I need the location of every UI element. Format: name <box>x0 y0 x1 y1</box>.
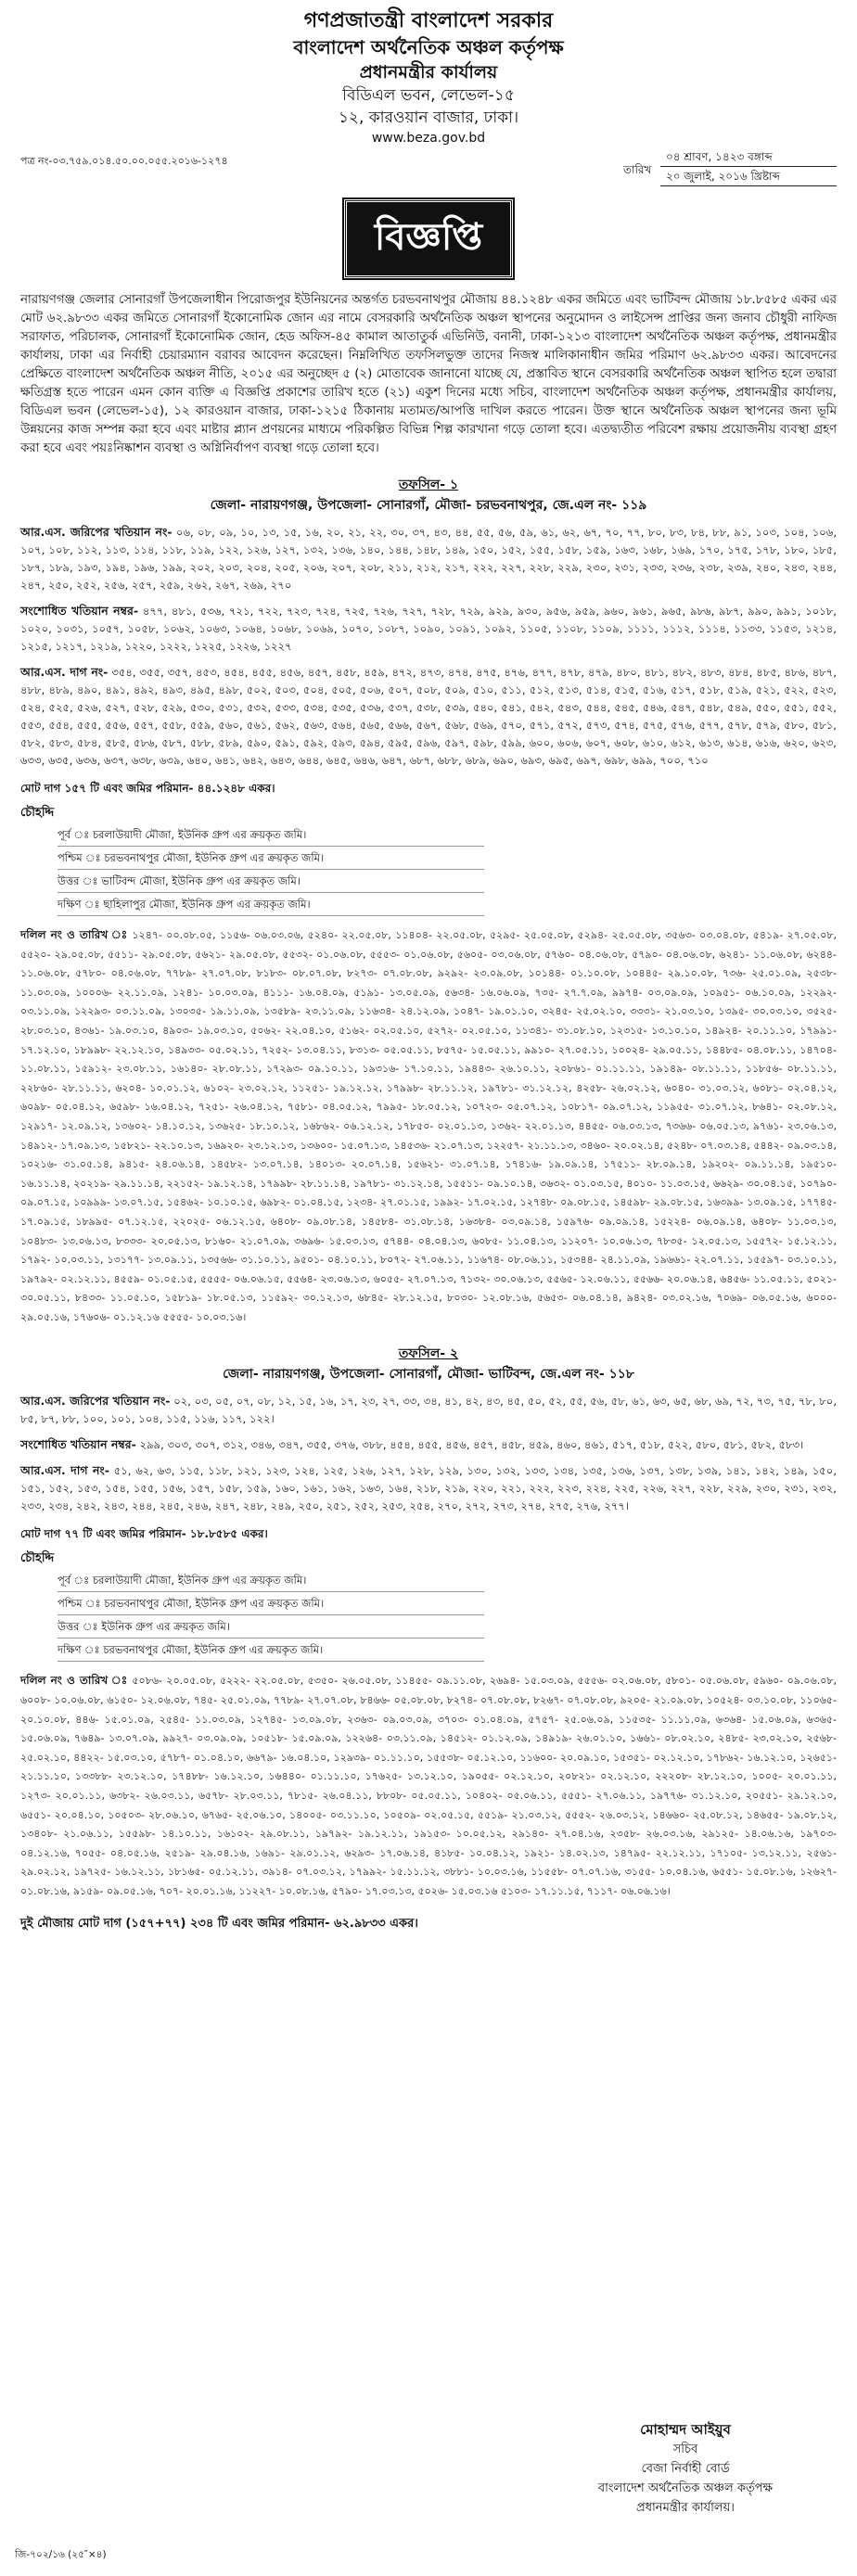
khatian-values: ০২, ০৩, ০৫, ০৭, ০৮, ১২, ১৫, ১৬, ১৭, ২৩, ২৭, ৩৩, ৩৪, ৪১, ৪২, ৪৩, ৪৫, ৫০, ৫২, ৫৫, ৫৬, ৫৮, ৬১, ৬৩, ৬৫, ৬৮, ৬৯, ৭২, ৭৩, ৭৫, ৭৮, ৮০, ৮৫, ৮৭, ৮৮, ১০০, ১০১, ১০৪, ১১৫, ১১৬, ১১৭, ১২২। <box>20 1395 838 1426</box>
signatory-board: বেজা নির্বাহী বোর্ড <box>641 2462 730 2476</box>
schedule-1-total: মোট দাগ ১৫৭ টি এবং জমির পরিমান- ৪৪.১২৪৮ একর। <box>20 782 275 795</box>
schedule-2-deeds <box>20 1671 837 1901</box>
schedule-1-deeds <box>20 925 837 1327</box>
date-english: ২০ জুলাই, ২০১৬ খ্রিষ্টাব্দ <box>660 167 837 186</box>
signatory-agency: বাংলাদেশ অর্থনৈতিক অঞ্চল কর্তৃপক্ষ <box>597 2481 774 2495</box>
schedule-2-subtitle: জেলা- নারায়ণগঞ্জ, উপজেলা- সোনারগাঁ, মৌজা- ভাটিবন্দ, জে.এল নং- ১১৮ <box>223 1367 634 1383</box>
boundary-south: দক্ষিণ ঃ চরভবনাথপুর মৌজা, ইউনিক গ্রুপ এর ক্রয়কৃত জমি। <box>58 1639 484 1662</box>
boundary-east: পূর্ব ঃ চরলাউয়াদী মৌজা, ইউনিক গ্রুপ এর ক্রয়কৃত জমি। <box>58 1569 484 1592</box>
schedule-2-revised <box>20 1435 837 1454</box>
schedule-2 <box>20 1344 837 1901</box>
office-name: প্রধানমন্ত্রীর কার্যালয় <box>359 62 498 83</box>
date-label: তারিখ <box>623 163 652 176</box>
boundary-west: পশ্চিম ঃ চরভবনাথপুর মৌজা, ইউনিক গ্রুপ এর ক্রয়কৃত জমি। <box>58 847 484 870</box>
deed-values: ১২৪৭- ০০.০৮.০৫, ১১৫৬- ০৬.০৩.০৬, ৫২৪০- ২২.০৫.০৮, ১১৪০৪- ২২.০৫.০৮, ৫২৯৫- ২৫.০৫.০৮, ৫২৯৪- ২৫.০৫.০৮, ৩৫৬৩- ০৩.০৪.০৮, ৫৪১৯- ২৭.০৫.০৮, ৫৫২০- ২৯.০৫.০৮, ৫৫১১- ২৯.০৫.০৮, ৫৬২১- ২৯.০৫.০৮, ৫৫৩২- ০১.০৬.০৮, ৫৫৫৩- ০১.০৬.০৮, ৫৬০৫- ০৩.০৬.০৮, ৫৭৬০- ০৪.০৬.০৮, ৫৭৯০- ০৪.০৬.০৮, ৬২৪১- ১১.০৬.০৮, ৬২৪৪- ১১.০৬.০৮, ৫৭৮০- ০৪.০৬.০৮, ৭৭৮৯- ২৭.০৭.০৮, ৮১৮৩- ০৮.০৭.০৮, ৮২৭৩- ০৭.০৮.০৮, ৯২৯২- ২৩.০৯.০৮, ১০১৪৪- ০১.১০.০৮, ১০৪৪৫- ২৯.১০.০৮, ৭৩৬- ২৫.০১.০৯, ২৫৩৮- ১১.০৩.০৯, ১০০০৬- ২২.১১.০৯, ১২৪১- ১০.০৩.০৯, ৪১১১- ১৬.০৪.০৯, ৫১৯১- ১৩.০৫.০৯, ৫৬৩৪- ১৬.০৬.০৯, ৭৩৫- ২৭.৭.০৯, ৯৯৭৪- ০৩.০৯.০৯, ১০৯৫১- ০৬.১০.০৯, ১২২৯২- ০৩.১১.০৯, ১২২৯৩- ০৩.১১.০৯, ১৩০৩৫- ১৯.১১.০৯, ১৩৫৮৯- ২৩.১১.০৯, ১১৬৩৪- ২৪.১২.০৯, ১০৪৭- ১৯.০১.১০, ৩২৪৫- ২৫.০২.১০, ৩৩৩১- ২১.০৩.১০, ১৩৯৫- ৩০.০৩.১০, ৩৫২৫- ২৮.০৩.১০, ৪৩৬১- ১৯.০৩.১০, ৪৯০৩- ১৯.০৩.১০, ৫০৬২- ২২.০৪.১০, ৫১৬২- ০২.০৫.১০, ৫২৭২- ০২.০৫.১০, ১১৩৪১- ৩১.০৮.১০, ১২৩১৫- ১৩.১০.১০, ১৪৯২৪- ২০.১১.১০, ১৭৯৯১- ১৭.১২.১০, ১৮৯৯৮- ২২.১২.১০, ১৪৯৩৩- ০৫.০২.১১, ৭২৫২- ১৩.০৪.১১, ৮৩১৩- ০৫.০৫.১১, ৮৫৭৫- ১৫.০৫.১১, ৯৯১০- ২৭.০৫.১১, ১০০২৪- ২৯.০৫.১১, ১৪৪৮৫- ০৪.০৮.১১, ১৪৭০৪- ১১.০৮.১১, ১৫৯১২- ২৩.০৮.১১, ১৬১৪০- ২৮.০৮.১১, ১৭২৯৩- ০৯.১০.১১, ১৯৩১৬- ১৭.১০.১১, ১৯৪৪৩- ২৬.১০.১১, ২০৮৬১- ০১.১১.১১, ১৯১৪৯- ০৮.১১.১১, ১১৮৫৬- ০৮.১১.১১, ২২৮৬০- ২৮.১১.১১, ৬২০৪- ১০.০১.১২, ৬১০২- ২৩.০২.১২, ১১২৫১- ১৯.১২.১২, ১৭৯৯৮- ২৮.১১.১২, ১৯৭৮১- ৩১.১২.১২, ৪২৫৮- ২৬.০২.১২, ৬০৪০- ৩১.০৩.১২, ৬০৮১- ০২.০৪.১২, ৬০৯৮- ০৫.০৪.১২, ৬৫৯৮- ১৬.০৪.১২, ৭২৫১- ২৬.০৪.১২, ৭৫৮১- ০৪.০৫.১২, ৭৯৯৫- ১৮.০৫.১২, ১০৭২৩- ০৫.০৭.১২, ১০৮১৭- ০৯.০৭.১২, ১১৯৫৫- ৩১.০৭.১২, ৮৬৪১- ০২.০৮.১২, ১২৯১৭- ১২.০৯.১২, ১৩৬০২- ১৪.১০.১২, ১৩৬২৫- ১৮.১০.১২, ১৬৮৬২- ০৬.১২.১২, ১৭৮৫০- ০২.০১.১৩, ১৩৬২- ২২.০১.১৩, ৪৪৫৫- ০৬.০৩.১৩, ৭৩৬৬- ০৬.০৫.১৩, ৯৭৬১- ২৩.০৬.১৩, ১৪৯১২- ১৭.০৯.১৩, ১৫৮২১- ২২.১০.১৩, ১৬৯২০- ২৩.১২.১৩, ১৩৬০০- ১৫.০৭.১৩, ১৪৫৩৬- ২১.০৭.১৩, ১২২৫৭- ২১.১১.১৩, ৩৪৬০- ২০.০২.১৪, ৫২৪৮- ০৭.০৩.১৪, ৫৪৪২- ০৯.০৩.১৪, ১০২১৬- ৩১.০৫.১৪, ৯৪১৫- ২৪.০৬.১৪, ১৪৫৮২- ১৩.০৭.১৪, ১৪০১৩- ২০.০৭.১৪, ১৫৬২১- ৩১.০৭.১৪, ১৭৪১৬- ১৯.০৯.১৪, ১৭৫১১- ২৮.০৯.১৪, ১৯২০২- ০৯.১১.১৪, ১৯৫১০- ১৬.১১.১৪, ২০২১৯- ২৯.১১.১৪, ২২১৫২- ১৯.১২.১৪, ১৭৯৯৮- ২৮.১১.১৪, ১৯৭৮১- ৩১.১২.১৪, ১৫৫১১- ০৯.১০.১৪, ৩৬৩২- ০১.০৩.১৫, ৪০১০- ১১.০৩.১৫, ৬৬২৯- ৩০.০৪.১৫, ১০৭৯০- ০৯.০৭.১৫, ১০৯৯৯- ১৩.০৭.১৫, ১৫৪৬২- ১০.১০.১৫, ৬৯৮২- ০১.০৪.১৫, ১২৩৪- ২৭.০১.১৫, ১৯৯২- ১৭.০২.১৫, ১২৭৪৮- ০৯.০৮.১৫, ১৪৫৯৮- ২৯.০৮.১৫, ১৬৩৯৯- ১৩.০৯.১৫, ১৭৭৪৫- ১৭.০৯.১৫, ১৮৯৯৫- ০৭.১২.১৫, ২২০২৫- ০৬.১২.১৫, ৬৪০৮- ০৯.০৮.১৪, ১৪৫৮৪- ৩১.০৮.১৪, ১৬৩৮৪- ০৩.০৯.১৪, ১৫৯৭৬- ০৯.০৯.১৪, ১৫২২৪- ০৬.০৯.১৪, ৬৪০৮- ১১.০৩.১৩, ১০৪৮৩- ১৩.০৬.১৩, ৮৩৩৩- ২০.০৫.১৩, ৮১৬০- ২১.০৭.০৯, ৩৬৯৬- ১৫.০৩.১৩, ৫৭৪৪- ০৪.০৪.১৩, ৬০৮৫- ১১.০৪.১৩, ১১২০৭- ১০.০৬.১৩, ৭৮৩৫- ১২.০৫.১৩, ১৫৫৭২- ১৫.১২.১১, ১৭৯২- ১০.০৩.১১, ১৩১৭৭- ১৩.০৯.১১, ১৩৫৬৬- ৩১.১০.১১, ৯৫০১- ০৪.১০.১১, ৮০৭২- ২৭.০৬.১১, ১১৬৭৪- ০৮.০৬.১১, ১৫৩৪৪- ২৪.১১.০৯, ১৯৬৬১- ২২.০৭.১১, ১৫৫৯৭- ০৩.১০.১১, ১৯৭৯২- ০২.১২.১১, ৪৫৫৯- ০১.০৫.১৫, ৫৫৫৫- ০৬.০৬.১৫, ৫৫৬৪- ২৩.০৬.১৩, ৬০৫৫- ২৭.০৭.১৩, ৭১৩২- ৩০.০৬.১৩, ৫৫৬৫- ১২.০৬.১১, ৫৫৬৬- ২০.০৬.১৪, ৬৪৫৬- ১১.০৫.১১, ৫০২১- ৩০.০৫.১১, ৮৪৩৩- ১১.০৫.১০, ১৫৮১৯- ১৮.০৫.১৩, ১১৫৯২- ৩০.১২.১৩, ৬৮৪৫- ২৮.১২.১৫, ৮০৩০- ১২.০৮.১৬, ৫৬৫৩- ০৬.০৪.১৪, ৯৪২৪- ০৩.০২.১৬, ৭০৬৯- ০৬.০৫.১৬, ৬০০০- ২৯.০৫.১৬, ১৭৬০৬- ০১.১২.১৬ <box>20 929 838 1323</box>
revised-values: ২৯৯, ৩০৩, ৩০৭, ৩১২, ৩৪৬, ৩৪৭, ৩৫৫, ৩৭৬, ৩৮৮, ৪৫৪, ৪৫৫, ৪৫৬, ৪৫৭, ৪৫৮, ৪৫৯, ৪৬০, ৪৬১, ৫১৭, ৫১৮, ৫২২, ৫৮০, ৫৮১, ৫৮২, ৫৮৩। <box>139 1438 804 1452</box>
dag-values: ৫১, ৬২, ৬৩, ১১৫, ১১৮, ১২১, ১২৩, ১২৪, ১২৫, ১২৬, ১২৭, ১২৮, ১২৯, ১৩০, ১৩২, ১৩৩, ১৩৪, ১৩৫, ১৩৬, ১৩৭, ১৩৮, ১৩৯, ১৪১, ১৪২, ১৪৯, ১৫০, ১৫১, ১৫২, ১৫৩, ১৫৪, ১৫৫, ১৫৬, ১৫৭, ১৫৮, ১৫৯, ১৬০, ১৬১, ১৬২, ১৬৩, ১৬৪, ২১৮, ২১৯, ২২০, ২২১, ২২২, ২২৩, ২২৪, ২২৫, ২২৬, ২২৭, ২২৮, ২২৯, ২৩০, ২৩১, ২৩২, ২৩৩, ২৩৪, ২৪২, ২৪৩, ২৪৪, ২৪৫, ২৪৬, ২৪৭, ২৪৮, ২৪৯, ২৫০, ২৫১, ২৫২, ২৫৩, ২৫৪, ২৭০, ২৭২, ২৭৩, ২৭৪, ২৭৫, ২৭৬, ২৭৭। <box>20 1464 838 1513</box>
memo-number: পত্র নং-০৩.৭৫৯.০১৪.৫০.০০.০৫৫.২০১৬-১২৭৪ <box>20 155 228 167</box>
print-code: জি-৭০২/১৬ (২৫″×৪) <box>15 2549 107 2560</box>
khatian-label: আর.এস. জরিপের খতিয়ান নং- <box>20 1394 171 1409</box>
schedule-1-khatian <box>20 523 837 594</box>
boundary-south: দক্ষিণ ঃ ছাহিলাপুর মৌজা, ইউনিক গ্রুপ এর ক্রয়কৃত জমি। <box>58 893 484 916</box>
letterhead <box>20 7 837 147</box>
boundary-north: উত্তর ঃ ভাটিবন্দ মৌজা, ইউনিক গ্রুপ এর ক্রয়কৃত জমি। <box>58 870 484 893</box>
schedule-1-subtitle: জেলা- নারায়ণগঞ্জ, উপজেলা- সোনারগাঁ, মৌজা- চরভবনাথপুর, জে.এল নং- ১১৯ <box>210 498 647 513</box>
khatian-values: ০৬, ০৮, ০৯, ১০, ১৩, ১৫, ১৬, ২০, ২১, ২২, ৩০, ৩৭, ৪৩, ৪৪, ৫৫, ৫৬, ৫৯, ৬১, ৬২, ৬৭, ৭০, ৭৭, ৮০, ৮৩, ৮৪, ৮৮, ৯১, ১০৩, ১০৪, ১০৬, ১০৭, ১০৮, ১১২, ১১৩, ১১৪, ১১৮, ১১৯, ১২২, ১২৬, ১২৭, ১৩২, ১৩৬, ১৪০, ১৪৪, ১৪৮, ১৪৯, ১৫০, ১৫২, ১৫৫, ১৫৮, ১৫৯, ১৬৩, ১৬৮, ১৬৯, ১৭০, ১৭৫, ১৭৮, ১৮০, ১৮৫, ১৮৭, ১৮৯, ১৯৩, ১৯৪, ১৯৬, ১৯৯, ২০২, ২০৩, ২০৪, ২০৫, ২০৬, ২০৭, ২০৮, ২১১, ২১২, ২১৭, ২২২, ২২৭, ২২৮, ২২৯, ২৩০, ২৩১, ২৩৩, ২৩৬, ২৩৮, ২৩৯, ২৪০, ২৪৩, ২৪৪, ২৪৭, ২৫০, ২৫২, ২৫৬, ২৫৭, ২৫৯, ২৬২, ২৬৭, ২৬৯, ২৭০ <box>20 526 838 592</box>
schedule-1-dag <box>20 663 837 770</box>
signatory-designation: সচিব <box>672 2442 698 2456</box>
schedule-2-khatian <box>20 1392 837 1428</box>
schedule-2-dag <box>20 1461 837 1515</box>
schedule-1 <box>20 475 837 1327</box>
dag-values: ৩৫৪, ৩৫৫, ৩৫৭, ৪৫৩, ৪৫৪, ৪৫৫, ৪৫৬, ৪৫৭, ৪৫৮, ৪৫৯, ৪৭২, ৪৭৩, ৪৭৪, ৪৭৫, ৪৭৬, ৪৭৭, ৪৭৮, ৪৭৯, ৪৮০, ৪৮১, ৪৮২, ৪৮৩, ৪৮৪, ৪৮৫, ৪৮৬, ৪৮৭, ৪৮৮, ৪৮৯, ৪৯০, ৪৯১, ৪৯২, ৪৯৩, ৪৯৫, ৪৯৮, ৫০২, ৫০৩, ৫০৪, ৫০৫, ৫০৬, ৫০৭, ৫০৮, ৫০৯, ৫১০, ৫১১, ৫১২, ৫১৩, ৫১৪, ৫১৫, ৫১৬, ৫১৭, ৫১৮, ৫১৯, ৫২১, ৫২২, ৫২৩, ৫২৪, ৫২৫, ৫২৬, ৫২৭, ৫২৮, ৫২৯, ৫৩০, ৫৩১, ৫৩২, ৫৩৩, ৫৩৪, ৫৩৫, ৫৩৬, ৫৩৭, ৫৩৮, ৫৩৯, ৫৪০, ৫৪১, ৫৪২, ৫৪৩, ৫৪৪, ৫৪৫, ৫৪৬, ৫৪৭, ৫৪৮, ৫৪৯, ৫৫০, ৫৫১, ৫৫২, ৫৫৩, ৫৫৪, ৫৫৫, ৫৫৬, ৫৫৭, ৫৫৮, ৫৫৯, ৫৬০, ৫৬১, ৫৬২, ৫৬৩, ৫৬৪, ৫৬৫, ৫৬৬, ৫৬৭, ৫৬৮, ৫৬৯, ৫৭০, ৫৭১, ৫৭২, ৫৭৩, ৫৭৪, ৫৭৫, ৫৭৬, ৫৭৭, ৫৭৮, ৫৭৯, ৫৮০, ৫৮১, ৫৮২, ৫৮৩, ৫৮৪, ৫৮৫, ৫৮৬, ৫৮৭, ৫৮৮, ৫৮৯, ৫৯০, ৫৯১, ৫৯২, ৫৯৩, ৫৯৪, ৫৯৫, ৫৯৬, ৫৯৭, ৫৯৮, ৫৯৯, ৬০০, ৬০৬, ৬০৭, ৬০৮, ৬১০, ৬১২, ৬১৩, ৬১৪, ৬১৬, ৬২০, ৬২৩, ৬৩৩, ৬৩৫, ৬৩৬, ৬৩৭, ৬৩৮, ৬৩৯, ৬৪০, ৬৪১, ৬৪২, ৬৪৩, ৬৪৪, ৬৪৫, ৬৪৬, ৬৪৭, ৬৮৭, ৬৮৮, ৬৮৯, ৬৯০, ৬৯৩, ৬৯৫, ৬৯৭, ৬৯৮, ৬৯৯, ৭০০, ৭১০ <box>20 666 838 767</box>
intro-paragraph: নারায়ণগঞ্জ জেলার সোনারগাঁ উপজেলাধীন পিরোজপুর ইউনিয়নের অন্তর্গত চরভবনাথপুর মৌজায় ৪৪.১২৪৮ একর জমিতে এবং ভাটিবন্দ মৌজায় ১৮.৮৫৮৫ একর এর মোট ৬২.৯৮৩৩ একর জমিতে সোনারগাঁ ইকোনোমিক জোন এর নামে বেসরকারি অর্থনৈতিক অঞ্চল স্থাপনের অনুমোদন ও লাইসেন্স প্রাপ্তির জন্য জনাব চৌধুরী নাফিজ সরাফাত, পরিচালক, সোনারগাঁ ইকোনোমিক জোন, হেড অফিস-৪৫ কামাল আতাতুর্ক এভিনিউ, বনানী, ঢাকা-১২১৩ বাংলাদেশ অর্থনৈতিক অঞ্চল কর্তৃপক্ষ, প্রধানমন্ত্রীর কার্যালয়, ঢাকা এর নির্বাহী চেয়ারম্যান বরাবর আবেদন করেছেন। নিম্নলিখিত তফসিলভুক্ত তাদের নিজস্ব মালিকানাধীন জমির পরিমাণ ৬২.৯৮৩৩ একর। আবেদনের প্রেক্ষিতে বাংলাদেশ অর্থনৈতিক অঞ্চল নীতি, ২০১৫ এর অনুচ্ছেদ ৫ (২) মোতাবেক জানানো যাচ্ছে যে, প্রস্তাবিত স্থানে বেসরকারি অর্থনৈতিক অঞ্চল স্থাপিত হলে তদ্বারা ক্ষতিগ্রস্ত হতে পারেন এমন কোন ব্যক্তি এ বিজ্ঞপ্তি প্রকাশের তারিখ হতে (২১) একুশ দিনের মধ্যে সচিব, বাংলাদেশ অর্থনৈতিক অঞ্চল কর্তৃপক্ষ, প্রধানমন্ত্রীর কার্যালয়, বিডিএল ভবন (লেভেল-১৫), ১২ কারওয়ান বাজার, ঢাকা-১২১৫ ঠিকানায় মতামত/আপত্তি দাখিল করতে পারেন। উক্ত স্থানে অর্থনৈতিক অঞ্চল স্থাপনের জন্য ভূমি উন্নয়নের কাজ সম্পন্ন করা হবে এবং মাষ্টার প্ল্যান প্রণয়নের মাধ্যমে পরিকল্পিত বিভিন্ন শিল্প কারখানা গড়ে তোলা হবে। এতদ্ব্যতীত পরিবেশ রক্ষায় প্রয়োজনীয় ব্যবস্থা গ্রহণ করা হবে এবং পয়ঃনিষ্কাশন ব্যবস্থা ও অগ্নিনির্বাপণ ব্যবস্থা গড়ে তোলা হবে। <box>20 293 837 455</box>
signatory-office: প্রধানমন্ত্রীর কার্যালয়। <box>636 2501 735 2515</box>
office-address: ১২, কারওয়ান বাজার, ঢাকা। <box>338 108 519 127</box>
website-link[interactable]: www.beza.gov.bd <box>371 131 486 146</box>
schedule-2-boundaries <box>20 1569 837 1662</box>
khatian-label: আর.এস. জরিপের খতিয়ান নং- <box>20 525 173 539</box>
agency-name: বাংলাদেশ অর্থনৈতিক অঞ্চল কর্তৃপক্ষ <box>293 36 564 58</box>
signatory-name: মোহাম্মদ আইয়ুব <box>640 2421 731 2438</box>
boundary-title: চৌহদ্দি <box>20 806 55 820</box>
government-name: গণপ্রজাতন্ত্রী বাংলাদেশ সরকার <box>303 9 554 32</box>
schedule-2-title: তফসিল- ২ <box>398 1346 459 1362</box>
revised-values: ৪৭৭, ৪৮১, ৫৩৬, ৭২১, ৭২২, ৭২৩, ৭২৪, ৭২৫, ৭২৬, ৭২৭, ৭২৮, ৭২৯, ৯২৯, ৯৩০, ৯৫৬, ৯৫৯, ৯৬০, ৯৬১, ৯৬৫, ৯৮৬, ৯৮৭, ৯৯০, ৯৯১, ১০১৮, ১০২০, ১০৩১, ১০৫৭, ১০৫৮, ১০৬২, ১০৬৩, ১০৬৪, ১০৬৮, ১০৬৯, ১০৭০, ১০৮৭, ১০৯০, ১০৯১, ১০৯২, ১১০৫, ১১০৮, ১১০৯, ১১১১, ১১১২, ১১১৪, ১১৩৩, ১১৫৩, ১২১৪, ১২১৫, ১২১৭, ১২১৯, ১২২০, ১২২২, ১২২৫, ১২২৬, ১২২৭ <box>20 605 837 653</box>
building-name: বিডিএল ভবন, লেভেল-১৫ <box>342 86 515 105</box>
boundary-west: পশ্চিম ঃ চরভবনাথপুর মৌজা, ইউনিক গ্রুপ এর ক্রয়কৃত জমি। <box>58 1592 484 1615</box>
schedule-1-revised <box>20 602 837 656</box>
schedule-2-total: মোট দাগ ৭৭ টি এবং জমির পরিমান- ১৮.৮৫৮৫ একর। <box>20 1527 268 1541</box>
reference-row <box>20 147 837 196</box>
deed-values: ৫০৮৬- ২০.০৫.০৮, ৫২২২- ২২.০৫.০৮, ৫৩৫০- ২৬.০৫.০৮, ১১৪৫৫- ০৯.১১.০৮, ২৬৯৪- ১৫.০৩.০৯, ৫৫৫৬- ০২.০৬.০৮, ৫৮০১- ০৫.০৬.০৮, ৫৯৬০- ০৯.০৬.০৮, ৬০০৮- ১০.০৬.০৮, ৬১৫০- ১২.০৬.০৮, ৭৪৫- ২৫.০১.০৯, ৭৭৮৯- ২৭.০৭.০৮, ৮৪৬৬- ০৫.০৮.০৮, ৮২৭৪- ০৭.০৮.০৮, ৮২৬৭- ০৭.০৮.০৮, ৯২০৫- ২১.০৯.০৮, ১০৫২৪- ০৩.১০.০৮, ১১০৬৫- ২০.১০.০৮, ৪৪৬- ১৫.০১.০৯, ২৫৪৫- ১১.০৩.০৯, ১২৭৪৫- ১৩.০৯.০৮, ২৩৬৩- ০৯.০৩.০৯, ৩৭০৩- ০১.০৪.০৯, ৫৭৫৭- ২৫.০৬.০৯, ১১৫৩৫- ১১.১১.০৯, ৬৩৬৪- ১৫.০৬.০৯, ৬৩৬৫- ১৫.০৬.০৯, ৭৬৪৯- ১৩.০৭.০৯, ৯৯২৭- ০৩.০৯.০৯, ১০৫১৮- ১৫.০৯.০৯, ১২২৬৪- ০৩.১১.০৯, ১৪৫১২- ০১.১২.০৯, ১৪৯১৯- ২৬.০১.১০, ১৬৬১- ০৮.০২.১০, ২৪৮৫- ২৩.০২.১০, ২৫৬৮- ২৫.০২.১০, ৪৪২২- ১৫.০৩.১০, ৫৭৮৭- ০১.০৪.১০, ৬৬৭৯- ১৬.০৪.১০, ১২৯৩৯- ০১.১১.১০, ১৫৫৩৮- ০৫.১২.১০, ১১৬০০- ২০.০৯.১০, ১৫৩৫১- ০২.১২.১০, ১৭৮৬২- ১৬.১২.১০, ১২৬৫১- ২১.১১.১০, ১৩৩৮৮- ২৩.১২.১০, ১৭৪৮৮- ১৬.১২.১০, ১৬৪৪০- ০১.১১.১০, ১৭৬২৫- ১৩.১২.১০, ১৯০৫৫- ০২.১২.১০, ২০৮২১- ০২.১২.১০, ২২২০৮- ২৮.১২.১০, ১০০৫- ২০.০১.১১, ১২৭৩- ২০.০১.১১, ৬৩৮২- ২৬.০৩.১১, ৬৫৭৮- ২৮.০৩.১১, ৭৮১৫- ২৬.০৪.১১, ৮৮০৮- ০৫.০৫.১১, ১০৪০২- ০৫.০৬.১১, ৫৫৫১- ২৭.০৬.১১, ১৯৭৭৬- ৩১.১২.১০, ২০৫৫১- ২৯.১২.১০, ৬৫৫১- ২০.০৪.১০, ১০৫০৩- ২৮.০৬.১০, ৬৭৬৫- ২৫.০৬.১০, ১৪০০৫- ০৩.১১.১০, ১০৫০৯- ০২.০৫.১৫, ৫৫১৯- ২১.০৩.১২, ৫৫৫২- ২৬.০৩.১২, ১৪৬৬০- ২৫.০৮.১২, ১৪৬৫৫- ১৯.০৮.১২, ১৩৪০৮- ২১.০৬.১১, ১৫৫৯৮- ১৪.১০.১১, ১৬১০২- ২৯.০৮.১১, ১৯৭৯২- ১৯.১২.১১, ১৯১৫৩- ১০.০৫.১২, ২৯১৪০- ২৭.০৪.১৬, ২৩৫৮- ২৬.০৩.১৬, ২৯১২৫- ১৪.০৬.১৬, ১৯৭০৩- ০৪.১২.১৬, ৭০৫৫- ০৪.০৫.১৬, ২৫১৯- ২৯.০৪.১৬, ১৬৯১- ২৯.০১.১২, ৬২৯৩- ১৭.০৬.১৪, ৪১৮৫- ১০.০৪.১২, ১৯২১- ১৪.০২.১৩, ১৪৭৯৫- ২২.১২.১১, ১৭১০৫- ১৩.১২.১১, ২৫৬১- ২৯.০২.১২, ১৯৭২৫- ১৬.১২.১১, ১৮১৬৫- ০৫.১২.১১, ৩৯১৪- ০৭.০৩.১২, ১৭৯৯২- ১৫.১১.১২, ৩৮৮১- ১০.০৩.১৬, ১১৫৫৮- ০৭.০৭.১৬, ৩১৫৫- ১০.০৪.১৬, ৬৫৫১- ১৫.০৮.১৬, ১২৬২৭- ০১.০৮.১৬, ৯১৫৯- ০৯.০৫.১৬, ৭০৭- ২০.০১.১৬, ১১২২৭- ১০.০৮.১৬, ৫৭৯০- ১৭.০৩.১৩, ৫০২৬- ১৫.০৩.১৬ <box>20 1675 838 1897</box>
grand-total: দুই মৌজায় মোট দাগ (১৫৭+৭৭) ২৩৪ টি এবং জমির পরিমান- ৬২.৯৮৩৩ একর। <box>20 1916 418 1931</box>
boundary-title: চৌহদ্দি <box>20 1551 55 1566</box>
deed-values-tail: ৫১০৩- ১৭.১১.১৫, ৭১১৭- ০৬.০৬.১৬। <box>500 1885 671 1897</box>
dag-label: আর.এস. দাগ নং- <box>20 665 109 679</box>
dag-label: আর.এস. দাগ নং- <box>20 1463 109 1478</box>
revised-label: সংশোধিত খতিয়ান নম্বর- <box>20 604 139 618</box>
boundary-east: পূর্ব ঃ চরলাউয়াদী মৌজা, ইউনিক গ্রুপ এর ক্রয়কৃত জমি। <box>58 823 484 847</box>
date-bangla: ০৪ শ্রাবণ, ১৪২৩ বঙ্গাব্দ <box>660 147 837 167</box>
deed-values-tail: ৫৫৫৫- ১০.০৩.১৬। <box>162 1310 247 1323</box>
deed-label: দলিল নং ও তারিখ ঃ <box>20 928 129 941</box>
schedule-1-title: তফসিল- ১ <box>398 478 459 492</box>
notice-title: বিজ্ঞপ্তি <box>344 199 513 278</box>
schedule-1-boundaries <box>20 823 837 916</box>
revised-label: সংশোধিত খতিয়ান নম্বর- <box>20 1437 136 1452</box>
deed-label: দলিল নং ও তারিখ ঃ <box>20 1674 129 1688</box>
boundary-north: উত্তর ঃ ইউনিক গ্রুপ এর ক্রয়কৃত জমি। <box>58 1615 484 1639</box>
signature-block <box>569 2420 801 2518</box>
